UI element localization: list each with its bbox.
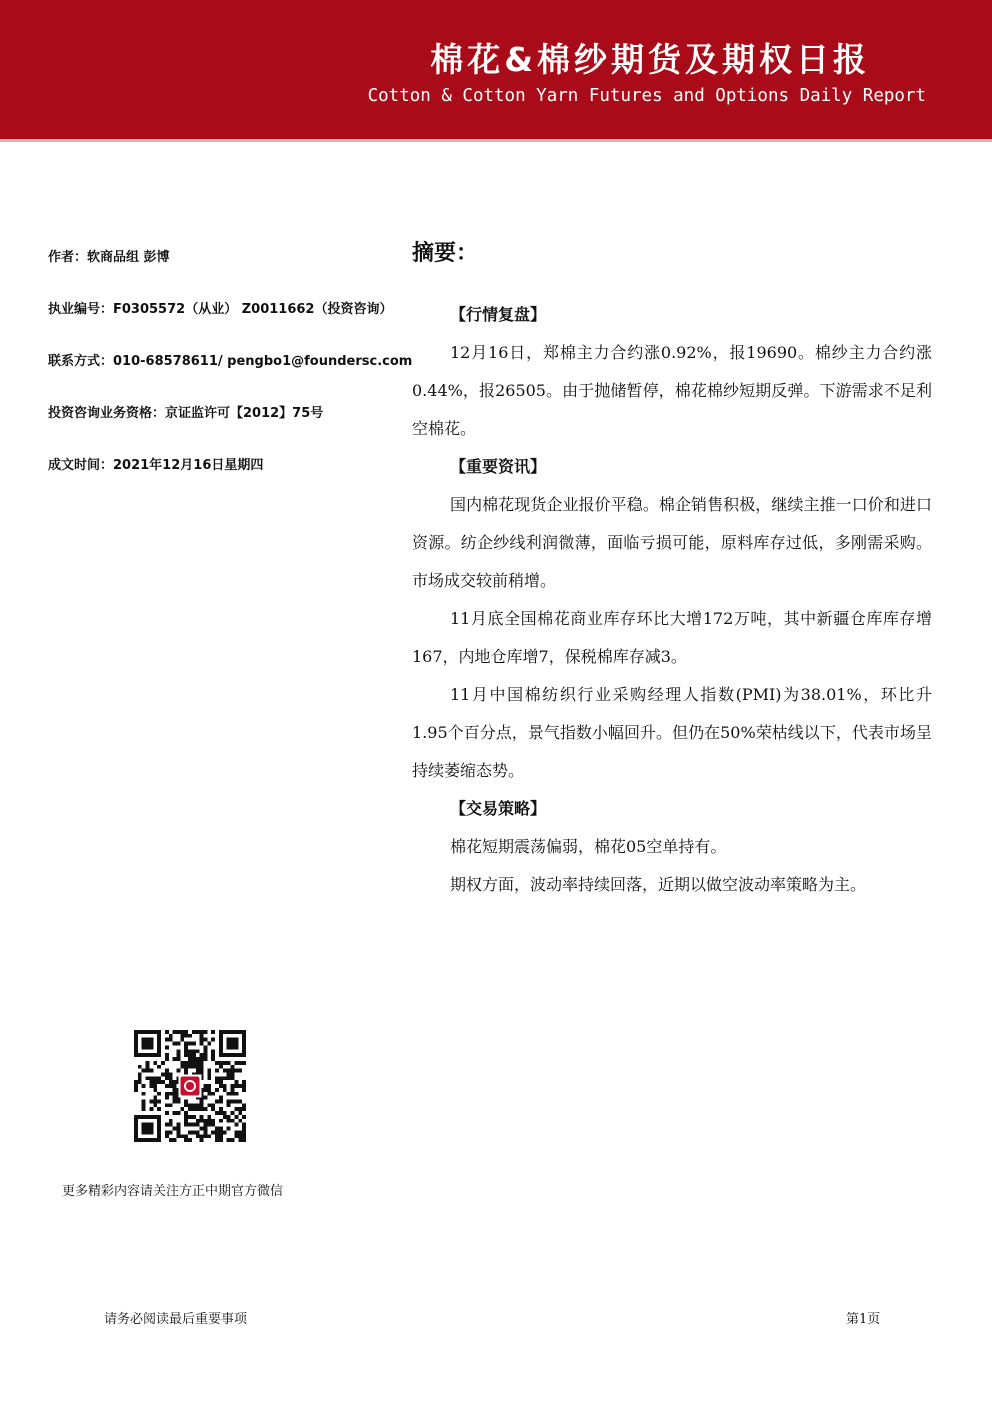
qualification-line: 投资咨询业务资格：京证监许可【2012】75号 <box>48 406 324 421</box>
section-title: 【交易策略】 <box>450 799 547 818</box>
paragraph: 国内棉花现货企业报价平稳。棉企销售积极，继续主推一口价和进口资源。纺企纱线利润微薄，面临亏损可能，原料库存过低，多刚需采购。市场成交较前稍增。 <box>412 495 932 590</box>
report-subtitle: Cotton & Cotton Yarn Futures and Options Daily Report <box>367 86 926 106</box>
license-line: 执业编号：F0305572（从业） Z0011662（投资咨询） <box>48 302 393 317</box>
section-title: 【重要资讯】 <box>450 457 547 476</box>
author-line: 作者：软商品组 彭博 <box>48 250 170 265</box>
section-trading-strategy <box>412 790 932 904</box>
paragraph: 12月16日，郑棉主力合约涨0.92%，报19690。棉纱主力合约涨0.44%，报26505。由于抛储暂停，棉花棉纱短期反弹。下游需求不足利空棉花。 <box>412 343 932 438</box>
summary-content <box>412 296 932 904</box>
report-title: 棉花&棉纱期货及期权日报 <box>430 40 870 79</box>
qr-logo-icon <box>178 1074 201 1097</box>
qr-caption: 更多精彩内容请关注方正中期官方微信 <box>62 1184 284 1199</box>
wechat-qr-code <box>134 1030 246 1142</box>
header-banner <box>0 0 992 142</box>
paragraph: 11月中国棉纺织行业采购经理人指数(PMI)为38.01%，环比升1.95个百分点，景气指数小幅回升。但仍在50%荣枯线以下，代表市场呈持续萎缩态势。 <box>412 685 932 780</box>
summary-heading: 摘要： <box>412 241 479 266</box>
footer-notice: 请务必阅读最后重要事项 <box>104 1312 248 1327</box>
date-line: 成文时间：2021年12月16日星期四 <box>48 458 264 473</box>
paragraph: 11月底全国棉花商业库存环比大增172万吨，其中新疆仓库库存增167，内地仓库增7，保税棉库存减3。 <box>412 609 932 666</box>
paragraph: 棉花短期震荡偏弱，棉花05空单持有。 <box>450 837 727 856</box>
paragraph: 期权方面，波动率持续回落，近期以做空波动率策略为主。 <box>450 875 867 894</box>
section-market-review <box>412 296 932 448</box>
page-number: 第1页 <box>846 1312 881 1327</box>
section-title: 【行情复盘】 <box>450 305 547 324</box>
section-key-news <box>412 448 932 790</box>
contact-line: 联系方式：010-68578611/ pengbo1@foundersc.com <box>48 354 413 369</box>
